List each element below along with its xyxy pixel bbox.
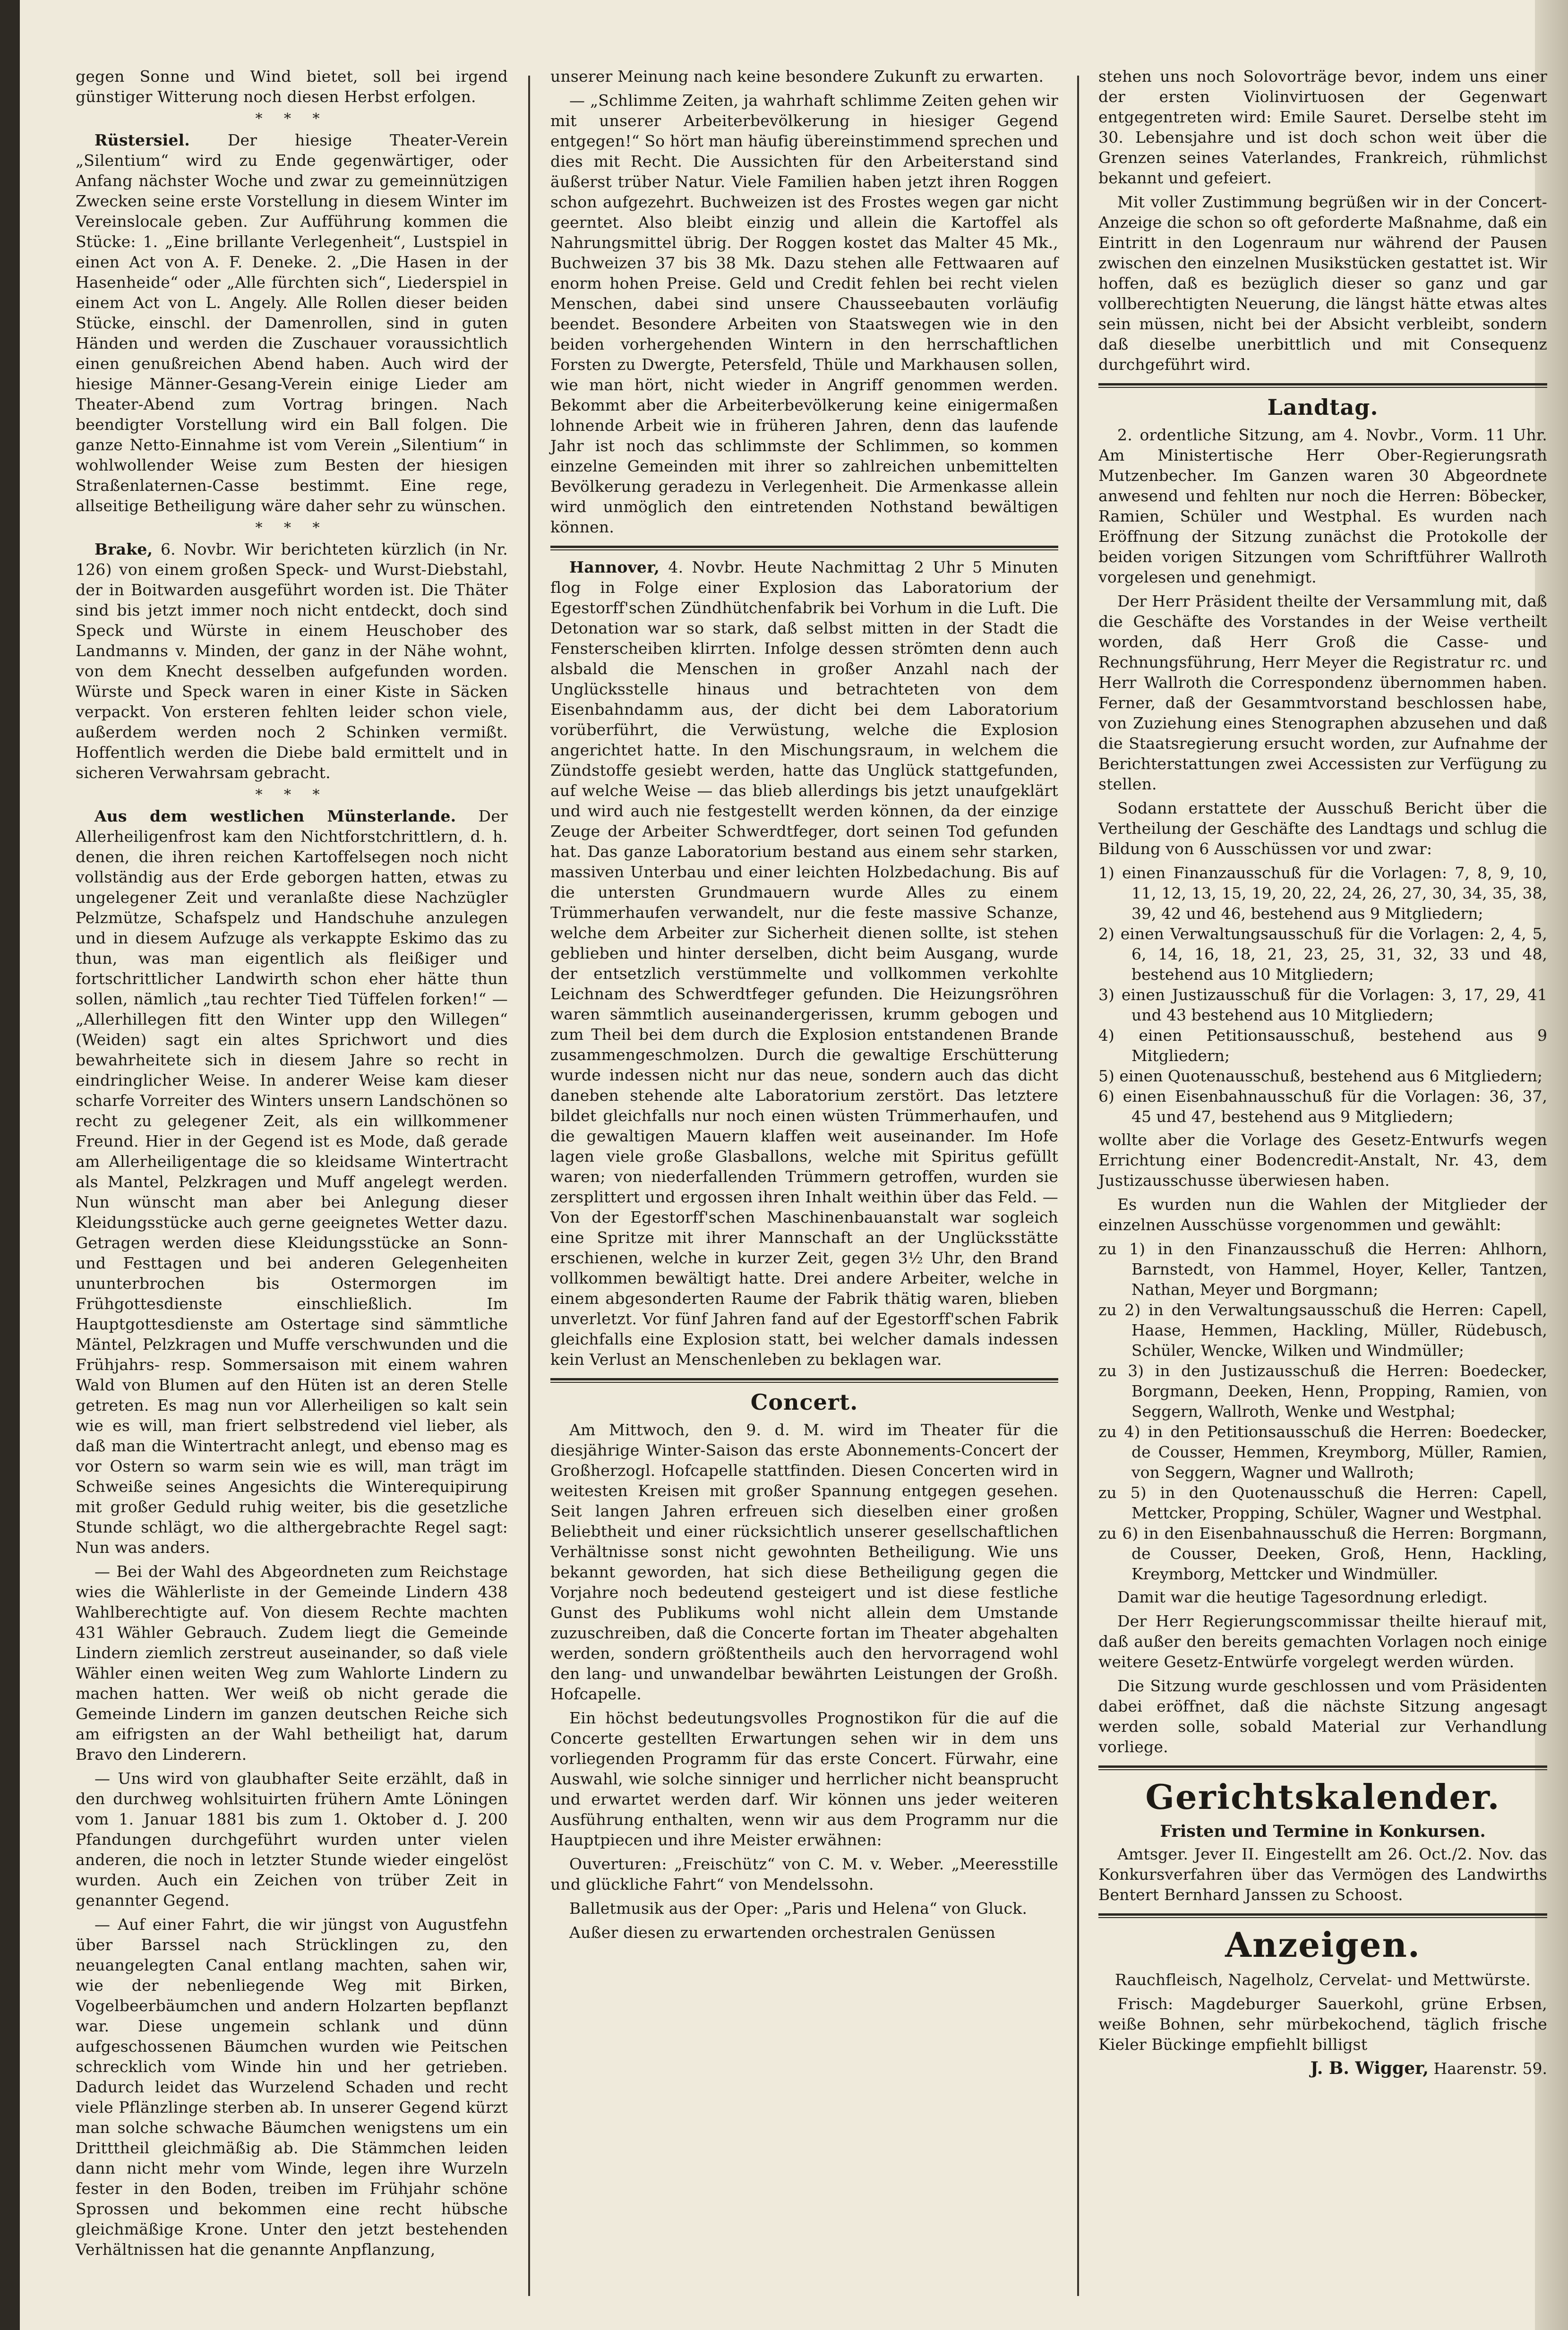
landtag-paragraph: 2. ordentliche Sitzung, am 4. Novbr., Vorm. 11 Uhr. Am Ministertische Herr Ober-Regierungsrath Mutzenbecher. Im Ganzen waren 30 Abgeordnete anwesend und fehlten nur noch die Herren: Böbecker, Ramien, Schüler und Westphal. Es wurden nach Eröffnung der Sitzung zunächst die Protokolle der beiden vorigen Sitzungen vom Schriftführer Wallroth vorgelesen und genehmigt. <box>1098 426 1547 586</box>
section-stars: * * * <box>255 111 328 127</box>
list-item: zu 5) in den Quotenausschuß die Herren: Capell, Mettcker, Propping, Schüler, Wagner und Westphal. <box>1098 1483 1547 1522</box>
column-3 <box>1098 66 1547 2079</box>
section-divider <box>1098 1765 1547 1770</box>
concert-paragraph: Ein höchst bedeutungsvolles Prognostikon für die auf die Concerte gestellten Erwartungen sehen wir in dem uns vorliegenden Programm für das erste Concert. Fürwahr, eine Auswahl, wie solche sinniger und herrlicher nicht beansprucht und erwartet werden darf. Wir können uns jeder weiteren Ausführung enthalten, wenn wir aus dem Programm nur die Hauptpiecen und ihre Meister erwähnen: <box>550 1709 1058 1849</box>
section-stars: * * * <box>255 787 328 803</box>
column-rule-1 <box>528 76 530 2296</box>
section-subheading: Fristen und Termine in Konkursen. <box>1160 1822 1486 1841</box>
section-stars: * * * <box>255 520 328 536</box>
article-body: 4. Novbr. Heute Nachmittag 2 Uhr 5 Minuten flog in Folge einer Explosion das Laboratorium der Egestorff'schen Zündhütchenfabrik bei Vorhum in die Luft. Die Detonation war so stark, daß selbst mitten in der Stadt die Fensterscheiben klirrten. Infolge dessen strömten denn auch alsbald die Menschen in großer Anzahl nach der Unglücksstelle hinaus und betrachteten von dem Eisenbahndamm aus, der dicht bei dem Laboratorium vorüberführt, die Verwüstung, welche die Explosion angerichtet hatte. In den Mischungsraum, in welchem die Zündstoffe gesiebt werden, hatte das Unglück stattgefunden, auf welche Weise — das blieb allerdings bis jetzt unaufgeklärt und wird auch nie festgestellt werden können, da der einzige Zeuge der Arbeiter Schwerdtfeger, dort seinen Tod gefunden hat. Das ganze Laboratorium bestand aus einem sehr starken, massiven Unterbau und einer leichten Holzbedachung. Bis auf die untersten Grundmauern wurde Alles zu einem Trümmerhaufen verwandelt, nur die feste massive Schanze, welche dem Arbeiter zur Sicherheit dienen sollte, ist stehen geblieben und hinter derselben, dicht beim Ausgang, wurde der entsetzlich verstümmelte und vollkommen verkohlte Leichnam des Schwerdtfeger gefunden. Die Heizungsröhren waren sämmtlich auseinandergerissen, krumm gebogen und zum Theil bei dem durch die Explosion entstandenen Brande zusammengeschmolzen. Durch die gewaltige Erschütterung wurde indessen nicht nur das neue, sondern auch das dicht daneben stehende alte Laboratorium zerstört. Das letztere bildet gleichfalls nur noch einen wüsten Trümmerhaufen, und die gewaltigen Mauern klaffen weit auseinander. Im Hofe lagen viele große Glasballons, welche mit Spiritus gefüllt waren; von niederfallenden Trümmern getroffen, wurden sie zersplittert und ergossen ihren Inhalt weithin über das Feld. — Von der Egestorff'schen Maschinenbauanstalt war sogleich eine Spritze mit ihrer Mannschaft an der Unglücksstätte erschienen, welche in kurzer Zeit, gegen 3½ Uhr, den Brand vollkommen bewältigt hatte. Drei andere Arbeiter, welche in einem abgesonderten Raume der Fabrik thätig waren, blieben unverletzt. Vor fünf Jahren fand auf der Egestorff'schen Fabrik gleichfalls eine Explosion statt, bei welcher damals indessen kein Verlust an Menschenleben zu beklagen war. <box>550 558 1058 1369</box>
section-divider <box>550 546 1058 550</box>
section-heading-landtag: Landtag. <box>1267 394 1379 420</box>
section-divider <box>1098 383 1547 388</box>
advert-paragraph: Frisch: Magdeburger Sauerkohl, grüne Erbsen, weiße Bohnen, sehr mürbekochend, täglich frische Kieler Bückinge empfiehlt billigst <box>1098 1995 1547 2054</box>
landtag-paragraph: Es wurden nun die Wahlen der Mitglieder der einzelnen Ausschüsse vorgenommen und gewählt: <box>1098 1195 1547 1234</box>
list-item: 1) einen Finanzausschuß für die Vorlagen: 7, 8, 9, 10, 11, 12, 13, 15, 19, 20, 22, 24, 26, 27, 30, 34, 35, 38, 39, 42 und 46, bestehend aus 9 Mitgliedern; <box>1098 864 1547 923</box>
article-loeningen: — Uns wird von glaubhafter Seite erzählt, daß in den durchweg wohlsituirten frühern Amte Löningen vom 1. Januar 1881 bis zum 1. Oktober d. J. 200 Pfandungen durchgeführt wurden unter vielen anderen, die noch in letzter Stunde wieder eingelöst wurden. Auch ein Zeichen von trüber Zeit in genannter Gegend. <box>76 1769 508 1910</box>
article-wahl: — Bei der Wahl des Abgeordneten zum Reichstage wies die Wählerliste in der Gemeinde Lindern 438 Wahlberechtigte auf. Von diesem Rechte machten 431 Wähler Gebrauch. Zudem liegt die Gemeinde Lindern ziemlich zerstreut auseinander, so daß viele Wähler einen weiten Weg zum Wahlorte Lindern zu machen hatten. Wer weiß ob nicht gerade die Gemeinde Lindern im ganzen deutschen Reiche sich am eifrigsten an der Wahl betheiligt hat, darum Bravo den Linderern. <box>76 1562 508 1764</box>
landtag-paragraph: Die Sitzung wurde geschlossen und vom Präsidenten dabei eröffnet, daß die nächste Sitzung angesagt werden solle, sobald Material zur Verhandlung vorliege. <box>1098 1677 1547 1756</box>
article-continuation: stehen uns noch Solovorträge bevor, indem uns einer der ersten Violinvirtuosen der Gegenwart entgegentreten wird: Emile Sauret. Derselbe steht im 30. Lebensjahre und ist doch schon weit über die Grenzen seines Vaterlandes, Frankreich, rühmlichst bekannt und gefeiert. <box>1098 67 1547 187</box>
article-body: Der hiesige Theater-Verein „Silentium“ wird zu Ende gegenwärtiger, oder Anfang nächster Woche und zwar zu gemeinnützigen Zwecken seine erste Vorstellung in diesem Winter im Vereinslocale geben. Zur Aufführung kommen die Stücke: 1. „Eine brillante Verlegenheit“, Lustspiel in einen Act von A. F. Deneke. 2. „Die Hasen in der Hasenheide“ oder „Alle fürchten sich“, Liederspiel in einem Act von L. Angely. Alle Rollen dieser beiden Stücke, einschl. der Damenrollen, sind in guten Händen und werden die Zuschauer voraussichtlich einen genußreichen Abend haben. Auch wird der hiesige Männer-Gesang-Verein einige Lieder am Theater-Abend zum Vortrag bringen. Nach beendigter Vorstellung wird ein Ball folgen. Die ganze Netto-Einnahme ist vom Verein „Silentium“ in wohlwollender Weise zum Besten der hiesigen Straßenlaternen-Casse bestimmt. Eine rege, allseitige Betheiligung wäre daher sehr zu wünschen. <box>76 131 508 515</box>
section-heading-anzeigen: Anzeigen. <box>1225 1925 1421 1965</box>
landtag-paragraph: Der Herr Präsident theilte der Versammlung mit, daß die Geschäfte des Vorstandes in der Weise vertheilt worden, daß Herr Groß die Casse- und Rechnungsführung, Herr Meyer die Registratur rc. und Herr Wallroth die Correspondenz übernommen haben. Ferner, daß der Gesammtvorstand beschlossen habe, von Zuziehung eines Stenographen abzusehen und daß die Staatsregierung ersucht worden, zur Aufnahme der Berichterstattungen zwei Accessisten zur Verfügung zu stellen. <box>1098 592 1547 793</box>
list-item: zu 3) in den Justizausschuß die Herren: Boedecker, Borgmann, Deeken, Henn, Propping, Ramien, von Seggern, Wallroth, Wenke und Westphal; <box>1098 1362 1547 1421</box>
section-divider <box>550 1378 1058 1383</box>
list-item: zu 2) in den Verwaltungsausschuß die Herren: Capell, Haase, Hemmen, Hackling, Müller, Rüdebusch, Schüler, Wencke, Wilken und Windmüller; <box>1098 1301 1547 1360</box>
list-item: zu 4) in den Petitionsausschuß die Herren: Boedecker, de Cousser, Hemmen, Kreymborg, Müller, Ramien, von Seggern, Wagner und Wallroth; <box>1098 1422 1547 1482</box>
concert-program: Ouverturen: „Freischütz“ von C. M. v. Weber. „Meeresstille und glückliche Fahrt“ von Mendelssohn. <box>550 1855 1058 1893</box>
article-body: 6. Novbr. Wir berichteten kürzlich (in Nr. 126) von einem großen Speck- und Wurst-Diebstahl, der in Boitwarden ausgeführt worden ist. Die Thäter sind bis jetzt immer noch nicht entdeckt, doch sind Speck und Würste in einem Heuschober des Landmanns v. Minden, der ganz in der Nähe wohnt, von dem Knecht desselben aufgefunden worden. Würste und Speck waren in einer Kiste in Säcken verpackt. Von ersteren fehlten leider schon viele, außerdem werden noch 2 Schinken vermißt. Hoffentlich werden die Diebe bald ermittelt und in sicheren Verwahrsam gebracht. <box>76 540 508 782</box>
concert-paragraph: Am Mittwoch, den 9. d. M. wird im Theater für die diesjährige Winter-Saison das erste Abonnements-Concert der Großherzogl. Hofcapelle stattfinden. Diesen Concerten wird in weitesten Kreisen mit großer Spannung entgegen gesehen. Seit langen Jahren erfreuen sich dieselben einer großen Beliebtheit und einer rücksichtlich unserer gesellschaftlichen Verhältnisse sonst nicht gewohnten Betheiligung. Wie uns bekannt geworden, hat sich diese Betheiligung gegen die Vorjahre noch bedeutend gesteigert und ist diese festliche Gunst des Publikums wohl nicht allein dem Umstande zuzuschreiben, daß die Concerte fortan im Theater abgehalten werden, sondern größtentheils auch den hervorragend wohl den lang- und unwandelbar bewährten Leistungen der Großh. Hofcapelle. <box>550 1421 1058 1703</box>
page-edge-left <box>0 0 20 2330</box>
article-body: Der Allerheiligenfrost kam den Nichtforstchrittlern, d. h. denen, die ihren reichen Kartoffelsegen noch nicht vollständig aus der Erde geborgen hatten, etwas zu ungelegener Zeit und veranlaßte diese Nachzügler Pelzmütze, Schafspelz und Handschuhe anzulegen und in diesem Aufzuge als verkappte Eskimo das zu thun, was man eigentlich als fleißiger und fortschrittlicher Landwirth schon eher hätte thun sollen, nämlich „tau rechter Tied Tüffelen forken!“ — „Allerhillegen fitt den Winter upp den Willegen“ (Weiden) sagt ein altes Sprichwort und dies bewahrheitete sich in diesem Jahre so recht in eindringlicher Weise. In anderer Weise kam dieser scharfe Vorreiter des Winters unsern Landschönen so recht zu gelegener Zeit, als ein willkommener Freund. Hier in der Gegend ist es Mode, daß gerade am Allerheiligentage die so kleidsame Wintertracht als Mantel, Pelzkragen und Muff angelegt werden. Nun wünscht man aber bei Anlegung dieser Kleidungsstücke auch gerne geeignetes Wetter dazu. Getragen werden diese Kleidungsstücke an Sonn- und Festtagen und bei anderen Gelegenheiten ununterbrochen bis Ostermorgen im Frühgottesdienste einschließlich. Im Hauptgottesdienste am Ostertage sind sämmtliche Mäntel, Pelzkragen und Muffe verschwunden und die Frühjahrs- resp. Sommersaison mit einem wahren Wald von Blumen auf den Hüten ist an deren Stelle getreten. Es mag nun vor Allerheiligen so kalt sein wie es will, man friert selbstredend viel lieber, als daß man die Wintertracht anlegt, und ebenso mag es vor Ostern so warm sein wie es will, man trägt im Schweiße seines Angesichts die Winterequipirung mit großer Geduld ruhig weiter, bis die gesetzliche Stunde schlägt, wo die althergebrachte Regel sagt: Nun was anders. <box>76 807 508 1557</box>
list-item: 2) einen Verwaltungsausschuß für die Vorlagen: 2, 4, 5, 6, 14, 16, 18, 21, 23, 25, 31, 32, 33 und 48, bestehend aus 10 Mitgliedern; <box>1098 925 1547 984</box>
list-item: 5) einen Quotenausschuß, bestehend aus 6 Mitgliedern; <box>1098 1067 1543 1085</box>
section-heading-concert: Concert. <box>750 1389 858 1415</box>
ausschuss-list <box>1098 863 1547 1127</box>
article-fahrt: — Auf einer Fahrt, die wir jüngst von Augustfehn über Barssel nach Strücklingen zu, den neuangelegten Canal entlang machten, sahen wir, wie der nebenliegende Weg mit Birken, Vogelbeerbäumchen und andern Holzarten bepflanzt war. Diese ungemein schlank und dünn aufgeschossenen Bäumchen wurden wie Peitschen schrecklich vom Winde hin und her getrieben. Dadurch leidet das Wurzelend Schaden und recht viele Pflänzlinge sterben ab. In unserer Gegend kürzt man solche schwache Bäumchen wenigstens um ein Dritttheil gleichmäßig ab. Die Stämmchen leiden dann nicht mehr vom Winde, legen ihre Wurzeln fester in den Boden, treiben im Frühjahr schöne Sprossen und bekommen eine recht hübsche gleichmäßige Krone. Unter den jetzt bestehenden Verhältnissen hat die genannte Anpflanzung, <box>76 1915 508 2259</box>
landtag-paragraph: Damit war die heutige Tagesordnung erledigt. <box>1117 1588 1488 1606</box>
article-lead: Rüstersiel. <box>94 131 190 149</box>
list-item: 4) einen Petitionsausschuß, bestehend aus 9 Mitgliedern; <box>1098 1026 1547 1065</box>
list-item: 3) einen Justizausschuß für die Vorlagen: 3, 17, 29, 41 und 43 bestehend aus 10 Mitgliedern; <box>1098 985 1547 1024</box>
advert-line: Rauchfleisch, Nagelholz, Cervelat- und Mettwürste. <box>1115 1970 1531 1989</box>
list-item: zu 6) in den Eisenbahnausschuß die Herren: Borgmann, de Cousser, Deeken, Groß, Henn, Hackling, Kreymborg, Mettcker und Windmüller. <box>1098 1524 1547 1583</box>
landtag-paragraph: Sodann erstattete der Ausschuß Bericht über die Vertheilung der Geschäfte des Landtags und schlug die Bildung von 6 Ausschüssen vor und zwar: <box>1098 799 1547 858</box>
concert-paragraph: Außer diesen zu erwartenden orchestralen Genüssen <box>569 1923 996 1942</box>
article-zustimmung: Mit voller Zustimmung begrüßen wir in der Concert-Anzeige die schon so oft geforderte Maßnahme, daß ein Eintritt in den Logenraum nur während der Pausen zwischen den einzelnen Musikstücken gestattet ist. Wir hoffen, daß es bezüglich dieser so ganz und gar vollberechtigten Neuerung, die längst hätte etwas altes sein müssen, nicht bei der Absicht verbleibt, sondern daß dieselbe unerbittlich und mit Consequenz durchgeführt wird. <box>1098 193 1547 374</box>
article-ruestersiel <box>76 130 508 516</box>
advert-signature <box>1098 2058 1547 2079</box>
column-1 <box>76 66 508 2263</box>
list-item: zu 1) in den Finanzausschuß die Herren: Ahlhorn, Barnstedt, von Hammel, Hoyer, Keller, Tantzen, Nathan, Meyer und Borgmann; <box>1098 1240 1547 1299</box>
article-brake <box>76 539 508 783</box>
newspaper-page <box>76 66 1547 2296</box>
article-lead: Brake, <box>94 540 153 558</box>
article-schlimme-zeiten: — „Schlimme Zeiten, ja wahrhaft schlimme Zeiten gehen wir mit unserer Arbeiterbevölkerung in hiesiger Gegend entgegen!“ So hört man häufig übereinstimmend sprechen und dies mit Recht. Die Aussichten für den Arbeiterstand sind äußerst trüber Natur. Viele Familien haben jetzt ihren Roggen schon aufgezehrt. Buchweizen ist des Frostes wegen gar nicht geerntet. Also bleibt einzig und allein die Kartoffel als Nahrungsmittel übrig. Der Roggen kostet das Malter 45 Mk., Buchweizen 37 bis 38 Mk. Dazu stehen alle Fettwaaren auf enorm hohen Preise. Geld und Credit fehlen bei recht vielen Menschen, dabei sind unsere Chausseebauten vorläufig beendet. Besondere Arbeiten von Staatswegen wie in den beiden vorhergehenden Wintern in den herrschaftlichen Forsten zu Dwergte, Petersfeld, Thüle und Markhausen sollen, wie man hört, nicht wieder in Angriff genommen werden. Bekommt aber die Arbeiterbevölkerung keine einigermaßen lohnende Arbeit wie in früheren Jahren, denn das laufende Jahr ist noch das schlimmste der Schlimmen, so kommen einzelne Gemeinden mit ihrer so zahlreichen unbemittelten Bevölkerung geradezu in Verlegenheit. Die Armenkasse allein wird unmöglich den eintretenden Nothstand bewältigen können. <box>550 91 1058 536</box>
column-rule-2 <box>1077 76 1079 2296</box>
advert-address: Haarenstr. 59. <box>1433 2059 1547 2078</box>
article-hannover <box>550 557 1058 1370</box>
section-heading-gerichtskalender: Gerichtskalender. <box>1145 1777 1500 1817</box>
landtag-paragraph: Der Herr Regierungscommissar theilte hierauf mit, daß außer den bereits gemachten Vorlagen noch einige weitere Gesetz-Entwürfe vorgelegt werden würden. <box>1098 1612 1547 1671</box>
landtag-paragraph: wollte aber die Vorlage des Gesetz-Entwurfs wegen Errichtung einer Bodencredit-Anstalt, Nr. 43, dem Justizausschusse überwiesen haben. <box>1098 1131 1547 1190</box>
gericht-paragraph: Amtsger. Jever II. Eingestellt am 26. Oct./2. Nov. das Konkursverfahren über das Vermögen des Landwirths Bentert Bernhard Janssen zu Schoost. <box>1098 1845 1547 1904</box>
concert-program: Balletmusik aus der Oper: „Paris und Helena“ von Gluck. <box>569 1899 1028 1918</box>
article-continuation: unserer Meinung nach keine besondere Zukunft zu erwarten. <box>550 67 1044 86</box>
list-item: 6) einen Eisenbahnausschuß für die Vorlagen: 36, 37, 45 und 47, bestehend aus 9 Mitgliedern; <box>1098 1087 1547 1126</box>
article-lead: Hannover, <box>569 558 660 576</box>
article-lead: Aus dem westlichen Münsterlande. <box>94 807 456 825</box>
advert-name: J. B. Wigger, <box>1310 2058 1429 2078</box>
article-muensterland <box>76 806 508 1558</box>
section-divider <box>1098 1913 1547 1918</box>
wahlen-list <box>1098 1239 1547 1584</box>
article-continuation: gegen Sonne und Wind bietet, soll bei irgend günstiger Witterung noch diesen Herbst erfolgen. <box>76 67 508 106</box>
column-2 <box>550 66 1058 1946</box>
